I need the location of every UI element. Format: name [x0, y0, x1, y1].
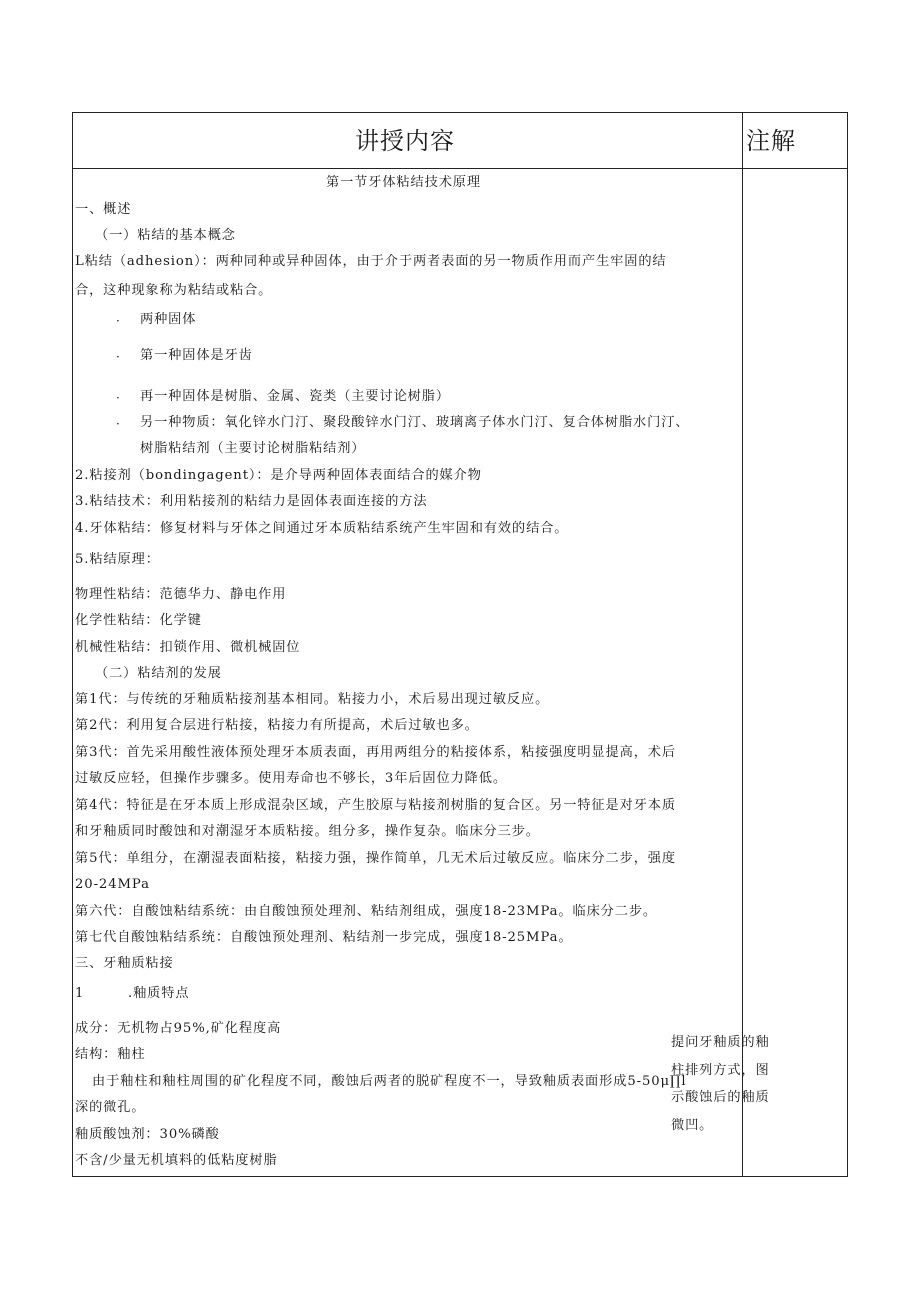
enamel-composition: 成分：无机物占95%,矿化程度高: [75, 1021, 282, 1036]
content-column-header: 讲授内容: [355, 127, 455, 155]
principle-chemical: 化学性粘结：化学键: [75, 613, 202, 628]
generation-5-line2: 20-24MPa: [75, 877, 150, 892]
generation-6: 第六代：自酸蚀粘结系统：由自酸蚀预处理剂、粘结剂组成，强度18-23MPa。临床分二步。: [75, 904, 658, 919]
section-title: 第一节牙体粘结技术原理: [326, 175, 481, 190]
enamel-etchant: 釉质酸蚀剂：30%磷酸: [75, 1127, 220, 1142]
principle-physical: 物理性粘结：范德华力、静电作用: [75, 587, 287, 602]
generation-7: 第七代自酸蚀粘结系统：自酸蚀预处理剂、粘结剂一步完成，强度18-25MPa。: [75, 930, 573, 945]
enamel-etching-line2: 深的微孔。: [75, 1100, 146, 1115]
definition-adhesion-line2: 合，这种现象称为粘结或粘合。: [75, 283, 273, 298]
subheading-basic-concept: （一）粘结的基本概念: [95, 228, 236, 243]
principle-mechanical: 机械性粘结：扣锁作用、微机械固位: [75, 640, 301, 655]
definition-bonding-technique: 3.粘结技术：利用粘接剂的粘结力是固体表面连接的方法: [75, 494, 428, 509]
bullet-icon: ·: [116, 391, 120, 405]
item-enamel-features: .釉质特点: [128, 986, 190, 1001]
definition-adhesion-line1: L粘结（adhesion）：两种同种或异种固体，由于介于两者表面的另一物质作用而产生牢固的结: [75, 254, 667, 269]
enamel-structure: 结构：釉柱: [75, 1047, 146, 1062]
generation-4-line1: 第4代：特征是在牙本质上形成混杂区域，产生胶原与粘接剂树脂的复合区。另一特征是对牙本质: [75, 798, 676, 813]
heading-enamel-bonding: 三、牙釉质粘接: [75, 956, 174, 971]
generation-3-line2: 过敏反应轻，但操作步骤多。使用寿命也不够长，3年后固位力降低。: [75, 771, 507, 786]
header-divider: [73, 168, 847, 169]
definition-bonding-principle: 5.粘结原理：: [75, 552, 160, 567]
bullet-icon: ·: [116, 350, 120, 364]
generation-3-line1: 第3代：首先采用酸性液体预处理牙本质表面，再用两组分的粘接体系，粘接强度明显提高，术后: [75, 745, 676, 760]
notes-column-header: 注解: [746, 127, 796, 155]
bullet-icon: ·: [116, 314, 120, 328]
enamel-etching-line1: 由于釉柱和釉柱周围的矿化程度不同，酸蚀后两者的脱矿程度不一，导致釉质表面形成5-50μ∏l: [92, 1074, 687, 1089]
generation-1: 第1代：与传统的牙釉质粘接剂基本相同。粘接力小，术后易出现过敏反应。: [75, 692, 550, 707]
heading-overview: 一、概述: [75, 202, 132, 217]
subheading-adhesive-development: （二）粘结剂的发展: [95, 666, 222, 681]
note-enamel-question: 提问牙釉质的釉柱排列方式，图示酸蚀后的釉质微凹。: [671, 1035, 770, 1133]
bullet-item-other-substance-line1: 另一种物质：氧化锌水门汀、聚段酸锌水门汀、玻璃离子体水门汀、复合体树脂水门汀、: [140, 415, 690, 430]
definition-bonding-agent: 2.粘接剂（bondingagent）：是介导两种固体表面结合的媒介物: [75, 468, 482, 483]
definition-tooth-bonding: 4.牙体粘结：修复材料与牙体之间通过牙本质粘结系统产生牢固和有效的结合。: [75, 521, 569, 536]
bullet-icon: ·: [116, 417, 120, 431]
bullet-item-other-substance-line2: 树脂粘结剂（主要讨论树脂粘结剂）: [140, 441, 366, 456]
bullet-item-first-solid: 第一种固体是牙齿: [140, 348, 253, 363]
generation-2: 第2代：利用复合层进行粘接，粘接力有所提高，术后过敏也多。: [75, 718, 479, 733]
low-viscosity-resin: 不含/少量无机填料的低粘度树脂: [75, 1153, 278, 1168]
generation-5-line1: 第5代：单组分，在潮湿表面粘接，粘接力强，操作简单，几无术后过敏反应。临床分二步，强度: [75, 851, 676, 866]
generation-4-line2: 和牙釉质同时酸蚀和对潮湿牙本质粘接。组分多，操作复杂。临床分三步。: [75, 824, 540, 839]
column-divider: [742, 113, 743, 1176]
bullet-item-two-solids: 两种固体: [140, 312, 197, 327]
item-number: 1: [75, 986, 85, 1001]
bullet-item-second-solid: 再一种固体是树脂、金属、瓷类（主要讨论树脂）: [140, 389, 450, 404]
